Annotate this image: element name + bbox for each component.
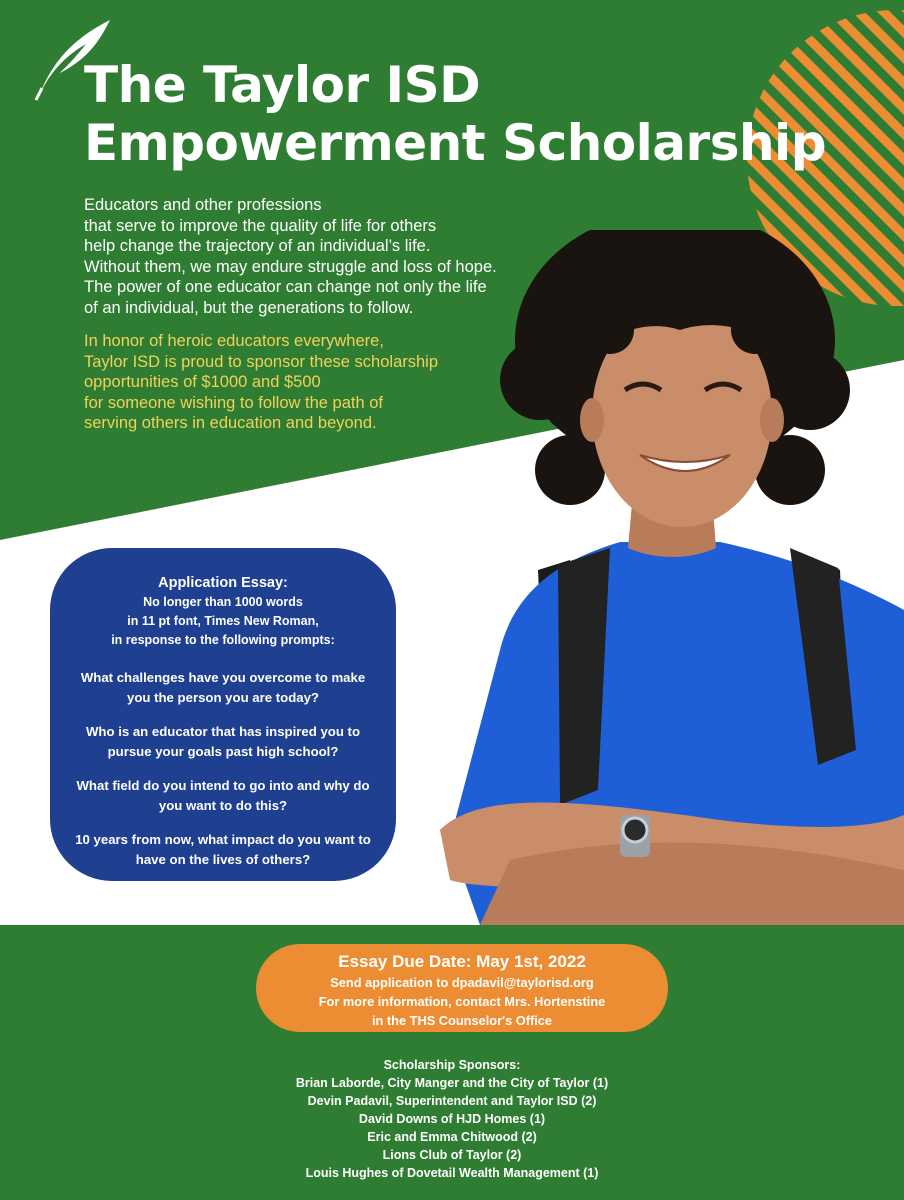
page-title [84,56,826,172]
essay-requirement: in response to the following prompts: [111,633,335,647]
honor-paragraph [84,331,584,434]
essay-prompt: 10 years from now, what impact do you want to have on the lives of others? [75,832,371,867]
sponsor-item: Louis Hughes of Dovetail Wealth Management (1) [305,1166,599,1180]
sponsors-title: Scholarship Sponsors: [383,1058,521,1072]
due-date-title: Essay Due Date: May 1st, 2022 [338,952,586,971]
sponsor-item: David Downs of HJD Homes (1) [358,1112,546,1126]
intro-line: of an individual, but the generations to follow. [84,298,414,317]
essay-prompt: What challenges have you overcome to make you the person you are today? [80,670,366,705]
application-essay-box [50,548,396,881]
honor-line: serving others in education and beyond. [84,414,377,432]
intro-line: Without them, we may endure struggle and loss of hope. [84,257,497,276]
due-info-line: For more information, contact Mrs. Hortenstine [318,994,606,1009]
sponsor-item: Lions Club of Taylor (2) [382,1148,522,1162]
due-date-box [256,944,668,1032]
essay-prompt: What field do you intend to go into and why do you want to do this? [76,778,370,813]
honor-line: Taylor ISD is proud to sponsor these scholarship [84,352,439,371]
sponsor-item: Eric and Emma Chitwood (2) [367,1130,537,1144]
essay-requirements [50,593,396,650]
title-line-2: Empowerment Scholarship [84,114,826,172]
sponsors-list [0,1056,904,1182]
essay-requirement: No longer than 1000 words [143,595,303,609]
intro-line: that serve to improve the quality of life for others [84,216,437,235]
sponsor-item: Brian Laborde, City Manger and the City of Taylor (1) [295,1076,609,1090]
due-info-line: in the THS Counselor's Office [371,1013,553,1028]
intro-line: The power of one educator can change not only the life [84,278,487,296]
essay-prompt: Who is an educator that has inspired you to pursue your goals past high school? [85,724,361,759]
due-info-line: Send application to dpadavil@taylorisd.org [330,975,594,990]
intro-paragraph [84,195,614,318]
honor-line: for someone wishing to follow the path of [84,393,384,412]
intro-line: Educators and other professions [84,196,322,214]
sponsor-item: Devin Padavil, Superintendent and Taylor ISD (2) [307,1094,597,1108]
essay-heading: Application Essay: [158,575,288,591]
honor-line: In honor of heroic educators everywhere, [84,332,384,350]
title-line-1: The Taylor ISD [84,56,481,114]
essay-requirement: in 11 pt font, Times New Roman, [127,614,319,628]
intro-line: help change the trajectory of an individual’s life. [84,237,431,255]
honor-line: opportunities of $1000 and $500 [84,373,321,391]
